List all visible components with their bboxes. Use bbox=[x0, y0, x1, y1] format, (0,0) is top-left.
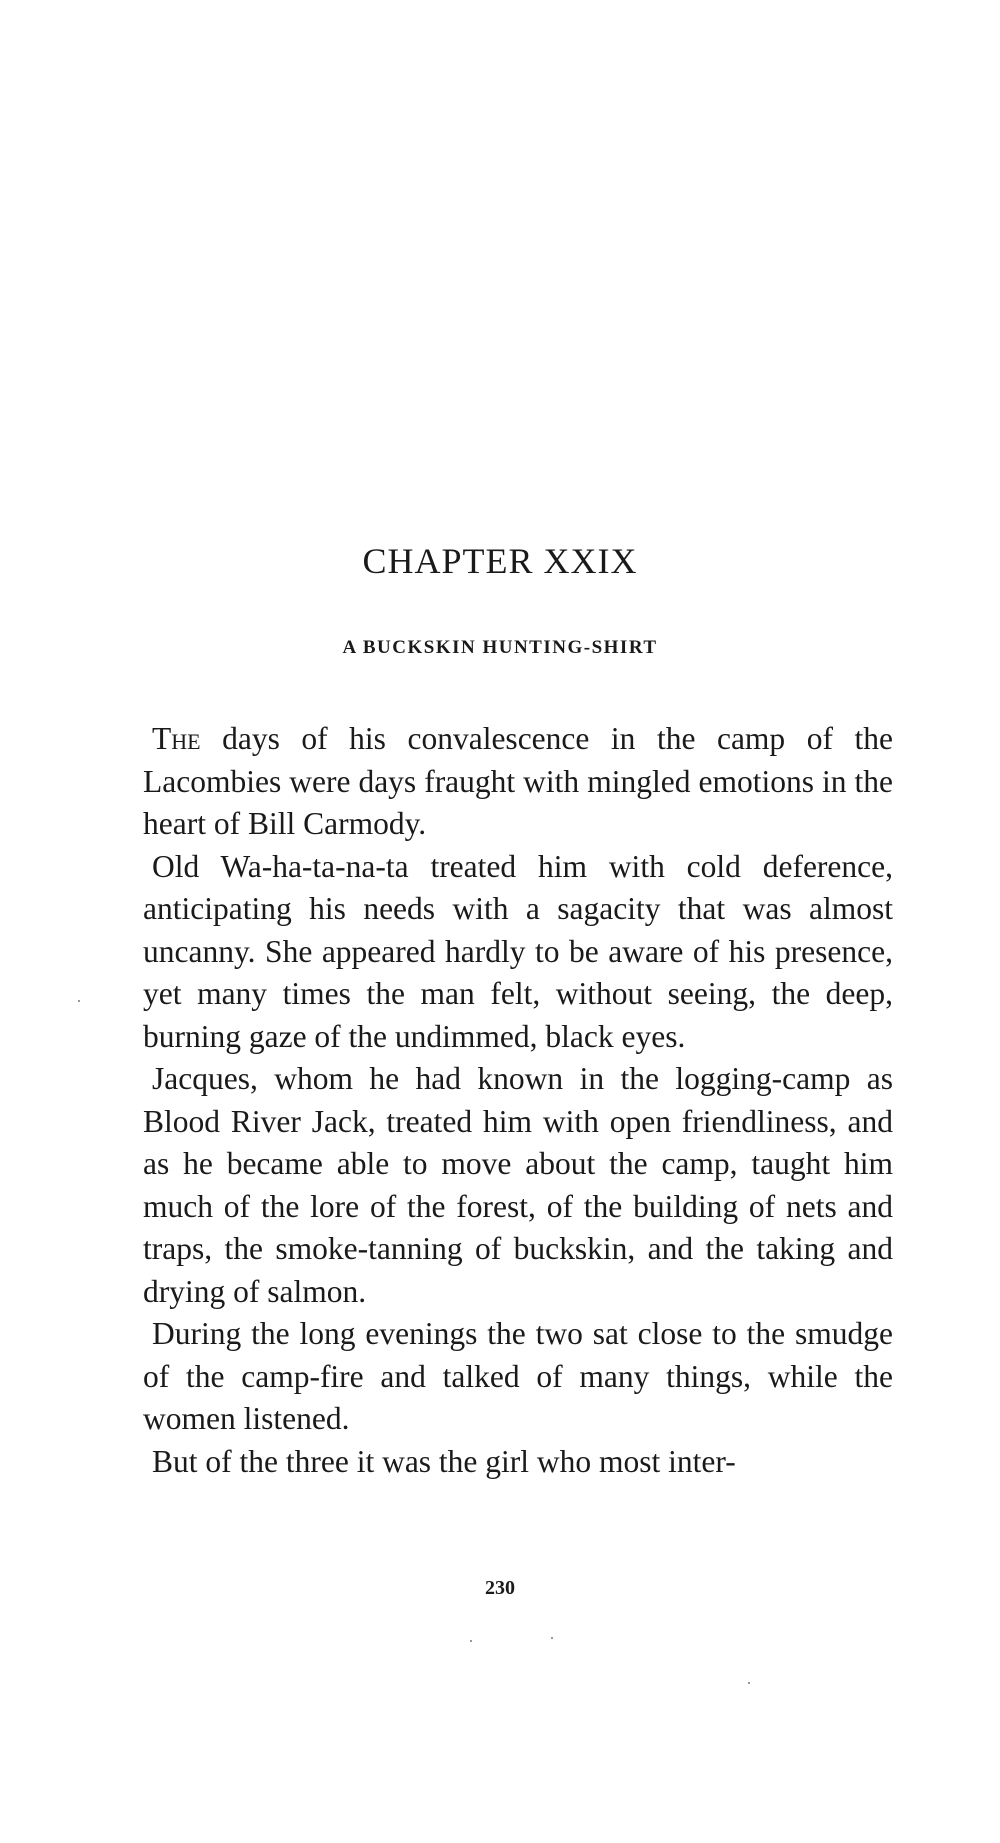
paragraph: But of the three it was the girl who most inter- bbox=[152, 1443, 736, 1479]
scan-speck bbox=[470, 1640, 472, 1642]
chapter-subtitle: A BUCKSKIN HUNTING-SHIRT bbox=[342, 637, 658, 658]
paragraph bbox=[143, 718, 893, 846]
scan-speck bbox=[78, 1000, 80, 1002]
paragraph: Jacques, whom he had known in the logging-camp as Blood River Jack, treated him with open friendliness, and as he became able to move about the camp, taught him much of the lore of the forest, of the building of nets and traps, the smoke-tanning of buckskin, and the taking and drying of salmon. bbox=[143, 1061, 893, 1309]
paragraph-lead-word: The bbox=[152, 721, 201, 756]
paragraph: Old Wa-ha-ta-na-ta treated him with cold deference, anticipating his needs with a sagacity that was almost uncanny. She appeared hardly to be aware of his presence, yet many times the man felt, without seeing, the deep, burning gaze of the undimmed, black eyes. bbox=[143, 848, 893, 1054]
paragraph: During the long evenings the two sat close to the smudge of the camp-fire and talked of many things, while the women listened. bbox=[143, 1316, 893, 1436]
body-text bbox=[143, 718, 893, 1483]
paragraph-text: days of his convalescence in the camp of the Lacombies were days fraught with mingled emotions in the heart of Bill Carmody. bbox=[143, 721, 893, 841]
scan-speck bbox=[551, 1637, 553, 1639]
scan-speck bbox=[748, 1682, 750, 1684]
chapter-title: CHAPTER XXIX bbox=[362, 541, 638, 581]
page-number: 230 bbox=[485, 1577, 515, 1599]
